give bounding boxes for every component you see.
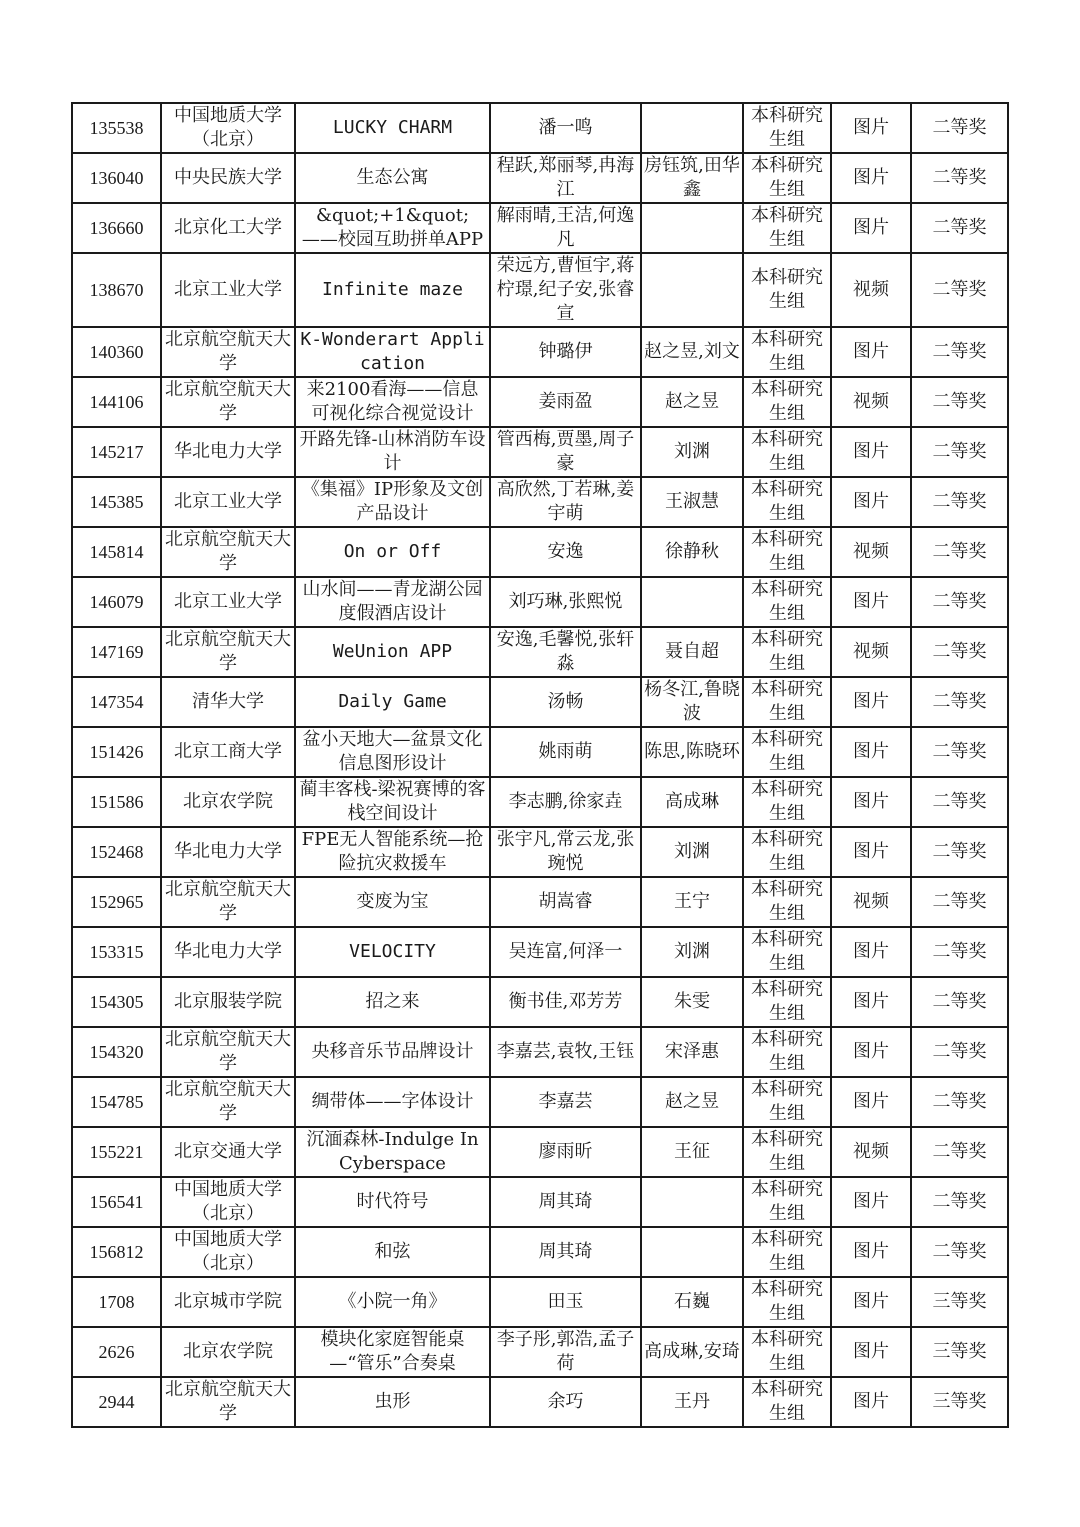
table-row (72, 103, 1008, 153)
advisor-cell: 高成琳,安琦 (641, 1327, 743, 1377)
table-row (72, 153, 1008, 203)
title-cell: 蔺丰客栈-梁祝赛博的客栈空间设计 (295, 777, 490, 827)
title-cell: On or Off (295, 527, 490, 577)
award-cell: 二等奖 (911, 927, 1008, 977)
award-cell: 三等奖 (911, 1327, 1008, 1377)
authors-cell: 张宇凡,常云龙,张琬悦 (490, 827, 641, 877)
entry-id-cell: 153315 (72, 927, 161, 977)
table-row (72, 1377, 1008, 1427)
type-cell: 图片 (831, 1177, 911, 1227)
type-cell: 图片 (831, 477, 911, 527)
advisor-cell: 徐静秋 (641, 527, 743, 577)
table-body (72, 103, 1008, 1427)
advisor-cell: 赵之昱 (641, 377, 743, 427)
advisor-cell: 王丹 (641, 1377, 743, 1427)
award-cell: 二等奖 (911, 427, 1008, 477)
authors-cell: 李志鹏,徐家垚 (490, 777, 641, 827)
advisor-cell: 刘渊 (641, 827, 743, 877)
group-cell: 本科研究生组 (743, 1227, 831, 1277)
advisor-cell: 赵之昱,刘文 (641, 327, 743, 377)
title-cell: LUCKY CHARM (295, 103, 490, 153)
type-cell: 图片 (831, 927, 911, 977)
authors-cell: 衡书佳,邓芳芳 (490, 977, 641, 1027)
authors-cell: 周其琦 (490, 1227, 641, 1277)
type-cell: 图片 (831, 203, 911, 253)
group-cell: 本科研究生组 (743, 1027, 831, 1077)
title-cell: Daily Game (295, 677, 490, 727)
advisor-cell (641, 103, 743, 153)
advisor-cell: 王征 (641, 1127, 743, 1177)
group-cell: 本科研究生组 (743, 1277, 831, 1327)
advisor-cell (641, 253, 743, 327)
table-row (72, 327, 1008, 377)
group-cell: 本科研究生组 (743, 577, 831, 627)
award-cell: 二等奖 (911, 327, 1008, 377)
title-cell: 央移音乐节品牌设计 (295, 1027, 490, 1077)
award-cell: 二等奖 (911, 1127, 1008, 1177)
advisor-cell: 杨冬江,鲁晓波 (641, 677, 743, 727)
entry-id-cell: 135538 (72, 103, 161, 153)
authors-cell: 李嘉芸,袁牧,王钰 (490, 1027, 641, 1077)
group-cell: 本科研究生组 (743, 777, 831, 827)
table-row (72, 827, 1008, 877)
award-cell: 二等奖 (911, 153, 1008, 203)
award-cell: 二等奖 (911, 477, 1008, 527)
entry-id-cell: 156541 (72, 1177, 161, 1227)
award-cell: 二等奖 (911, 627, 1008, 677)
type-cell: 图片 (831, 1077, 911, 1127)
table-row (72, 627, 1008, 677)
authors-cell: 余巧 (490, 1377, 641, 1427)
title-cell: 绸带体——字体设计 (295, 1077, 490, 1127)
authors-cell: 李子彤,郭浩,孟子荷 (490, 1327, 641, 1377)
entry-id-cell: 146079 (72, 577, 161, 627)
advisor-cell: 房钰筑,田华鑫 (641, 153, 743, 203)
school-cell: 中国地质大学（北京） (161, 103, 295, 153)
table-row (72, 777, 1008, 827)
school-cell: 华北电力大学 (161, 927, 295, 977)
advisor-cell (641, 203, 743, 253)
title-cell: 来2100看海——信息可视化综合视觉设计 (295, 377, 490, 427)
school-cell: 清华大学 (161, 677, 295, 727)
table-row (72, 527, 1008, 577)
table-row (72, 1027, 1008, 1077)
group-cell: 本科研究生组 (743, 677, 831, 727)
type-cell: 图片 (831, 1277, 911, 1327)
school-cell: 北京航空航天大学 (161, 527, 295, 577)
authors-cell: 姚雨萌 (490, 727, 641, 777)
authors-cell: 李嘉芸 (490, 1077, 641, 1127)
authors-cell: 程跃,郑丽琴,冉海江 (490, 153, 641, 203)
entry-id-cell: 154785 (72, 1077, 161, 1127)
type-cell: 图片 (831, 327, 911, 377)
entry-id-cell: 155221 (72, 1127, 161, 1177)
group-cell: 本科研究生组 (743, 1077, 831, 1127)
group-cell: 本科研究生组 (743, 1377, 831, 1427)
award-cell: 二等奖 (911, 877, 1008, 927)
type-cell: 图片 (831, 827, 911, 877)
group-cell: 本科研究生组 (743, 1127, 831, 1177)
advisor-cell: 聂自超 (641, 627, 743, 677)
authors-cell: 潘一鸣 (490, 103, 641, 153)
title-cell: 模块化家庭智能桌—“管乐”合奏桌 (295, 1327, 490, 1377)
group-cell: 本科研究生组 (743, 327, 831, 377)
school-cell: 北京化工大学 (161, 203, 295, 253)
school-cell: 北京工业大学 (161, 477, 295, 527)
authors-cell: 廖雨昕 (490, 1127, 641, 1177)
award-cell: 二等奖 (911, 1027, 1008, 1077)
advisor-cell: 赵之昱 (641, 1077, 743, 1127)
table-row (72, 1127, 1008, 1177)
authors-cell: 汤畅 (490, 677, 641, 727)
type-cell: 图片 (831, 103, 911, 153)
authors-cell: 吴连富,何泽一 (490, 927, 641, 977)
group-cell: 本科研究生组 (743, 977, 831, 1027)
entry-id-cell: 156812 (72, 1227, 161, 1277)
entry-id-cell: 147354 (72, 677, 161, 727)
table-row (72, 877, 1008, 927)
award-cell: 二等奖 (911, 377, 1008, 427)
table-row (72, 1227, 1008, 1277)
type-cell: 图片 (831, 1377, 911, 1427)
authors-cell: 安逸 (490, 527, 641, 577)
table-row (72, 1277, 1008, 1327)
group-cell: 本科研究生组 (743, 727, 831, 777)
advisor-cell (641, 577, 743, 627)
title-cell: 《集福》IP形象及文创产品设计 (295, 477, 490, 527)
type-cell: 视频 (831, 253, 911, 327)
school-cell: 北京航空航天大学 (161, 1027, 295, 1077)
awards-table (71, 102, 1009, 1428)
school-cell: 北京服装学院 (161, 977, 295, 1027)
entry-id-cell: 2944 (72, 1377, 161, 1427)
table-row (72, 1177, 1008, 1227)
table-row (72, 577, 1008, 627)
award-cell: 二等奖 (911, 203, 1008, 253)
advisor-cell: 王淑慧 (641, 477, 743, 527)
advisor-cell: 刘渊 (641, 427, 743, 477)
type-cell: 图片 (831, 577, 911, 627)
title-cell: 《小院一角》 (295, 1277, 490, 1327)
table-row (72, 477, 1008, 527)
group-cell: 本科研究生组 (743, 427, 831, 477)
title-cell: 虫形 (295, 1377, 490, 1427)
group-cell: 本科研究生组 (743, 527, 831, 577)
type-cell: 图片 (831, 427, 911, 477)
school-cell: 华北电力大学 (161, 827, 295, 877)
award-cell: 二等奖 (911, 253, 1008, 327)
award-cell: 二等奖 (911, 527, 1008, 577)
title-cell: VELOCITY (295, 927, 490, 977)
school-cell: 北京航空航天大学 (161, 877, 295, 927)
title-cell: Infinite maze (295, 253, 490, 327)
group-cell: 本科研究生组 (743, 1177, 831, 1227)
entry-id-cell: 145385 (72, 477, 161, 527)
advisor-cell: 高成琳 (641, 777, 743, 827)
title-cell: 盆小天地大—盆景文化信息图形设计 (295, 727, 490, 777)
type-cell: 图片 (831, 1227, 911, 1277)
type-cell: 视频 (831, 1127, 911, 1177)
authors-cell: 解雨晴,王洁,何逸凡 (490, 203, 641, 253)
school-cell: 北京航空航天大学 (161, 627, 295, 677)
school-cell: 华北电力大学 (161, 427, 295, 477)
entry-id-cell: 147169 (72, 627, 161, 677)
entry-id-cell: 145814 (72, 527, 161, 577)
advisor-cell: 石巍 (641, 1277, 743, 1327)
title-cell: FPE无人智能系统—抢险抗灾救援车 (295, 827, 490, 877)
advisor-cell (641, 1177, 743, 1227)
award-cell: 二等奖 (911, 1077, 1008, 1127)
award-cell: 二等奖 (911, 103, 1008, 153)
type-cell: 图片 (831, 1027, 911, 1077)
school-cell: 北京航空航天大学 (161, 327, 295, 377)
table-row (72, 677, 1008, 727)
advisor-cell: 宋泽惠 (641, 1027, 743, 1077)
entry-id-cell: 145217 (72, 427, 161, 477)
type-cell: 图片 (831, 677, 911, 727)
advisor-cell: 王宁 (641, 877, 743, 927)
title-cell: 沉湎森林-Indulge In Cyberspace (295, 1127, 490, 1177)
type-cell: 图片 (831, 1327, 911, 1377)
school-cell: 北京工业大学 (161, 253, 295, 327)
school-cell: 中国地质大学（北京） (161, 1227, 295, 1277)
entry-id-cell: 2626 (72, 1327, 161, 1377)
table-row (72, 427, 1008, 477)
type-cell: 视频 (831, 627, 911, 677)
table-row (72, 1327, 1008, 1377)
advisor-cell (641, 1227, 743, 1277)
group-cell: 本科研究生组 (743, 103, 831, 153)
school-cell: 北京城市学院 (161, 1277, 295, 1327)
title-cell: 和弦 (295, 1227, 490, 1277)
title-cell: 山水间——青龙湖公园度假酒店设计 (295, 577, 490, 627)
authors-cell: 田玉 (490, 1277, 641, 1327)
title-cell: WeUnion APP (295, 627, 490, 677)
entry-id-cell: 1708 (72, 1277, 161, 1327)
type-cell: 图片 (831, 727, 911, 777)
school-cell: 中国地质大学（北京） (161, 1177, 295, 1227)
title-cell: 招之来 (295, 977, 490, 1027)
award-cell: 二等奖 (911, 827, 1008, 877)
award-cell: 二等奖 (911, 1177, 1008, 1227)
award-cell: 二等奖 (911, 1227, 1008, 1277)
award-cell: 二等奖 (911, 727, 1008, 777)
authors-cell: 周其琦 (490, 1177, 641, 1227)
group-cell: 本科研究生组 (743, 927, 831, 977)
table-row (72, 927, 1008, 977)
school-cell: 北京航空航天大学 (161, 1077, 295, 1127)
entry-id-cell: 138670 (72, 253, 161, 327)
authors-cell: 钟璐伊 (490, 327, 641, 377)
award-cell: 二等奖 (911, 677, 1008, 727)
school-cell: 北京农学院 (161, 1327, 295, 1377)
title-cell: &quot;+1&quot;——校园互助拼单APP (295, 203, 490, 253)
advisor-cell: 朱雯 (641, 977, 743, 1027)
authors-cell: 荣远方,曹恒宇,蒋柠璟,纪子安,张睿宣 (490, 253, 641, 327)
school-cell: 中央民族大学 (161, 153, 295, 203)
entry-id-cell: 152468 (72, 827, 161, 877)
entry-id-cell: 151426 (72, 727, 161, 777)
type-cell: 视频 (831, 877, 911, 927)
entry-id-cell: 144106 (72, 377, 161, 427)
entry-id-cell: 136040 (72, 153, 161, 203)
table-row (72, 377, 1008, 427)
school-cell: 北京航空航天大学 (161, 377, 295, 427)
group-cell: 本科研究生组 (743, 203, 831, 253)
type-cell: 视频 (831, 527, 911, 577)
school-cell: 北京交通大学 (161, 1127, 295, 1177)
table-row (72, 727, 1008, 777)
authors-cell: 管西梅,贾墨,周子豪 (490, 427, 641, 477)
advisor-cell: 陈思,陈晓环 (641, 727, 743, 777)
entry-id-cell: 136660 (72, 203, 161, 253)
group-cell: 本科研究生组 (743, 1327, 831, 1377)
type-cell: 图片 (831, 977, 911, 1027)
title-cell: 开路先锋-山林消防车设计 (295, 427, 490, 477)
award-cell: 二等奖 (911, 977, 1008, 1027)
title-cell: 时代符号 (295, 1177, 490, 1227)
authors-cell: 胡嵩睿 (490, 877, 641, 927)
entry-id-cell: 154320 (72, 1027, 161, 1077)
entry-id-cell: 151586 (72, 777, 161, 827)
group-cell: 本科研究生组 (743, 153, 831, 203)
school-cell: 北京农学院 (161, 777, 295, 827)
advisor-cell: 刘渊 (641, 927, 743, 977)
group-cell: 本科研究生组 (743, 627, 831, 677)
group-cell: 本科研究生组 (743, 877, 831, 927)
table-row (72, 1077, 1008, 1127)
authors-cell: 安逸,毛馨悦,张轩淼 (490, 627, 641, 677)
school-cell: 北京航空航天大学 (161, 1377, 295, 1427)
entry-id-cell: 152965 (72, 877, 161, 927)
table-row (72, 253, 1008, 327)
school-cell: 北京工业大学 (161, 577, 295, 627)
group-cell: 本科研究生组 (743, 477, 831, 527)
entry-id-cell: 154305 (72, 977, 161, 1027)
table-row (72, 977, 1008, 1027)
type-cell: 视频 (831, 377, 911, 427)
authors-cell: 高欣然,丁若琳,姜宇萌 (490, 477, 641, 527)
award-cell: 二等奖 (911, 577, 1008, 627)
entry-id-cell: 140360 (72, 327, 161, 377)
authors-cell: 姜雨盈 (490, 377, 641, 427)
school-cell: 北京工商大学 (161, 727, 295, 777)
group-cell: 本科研究生组 (743, 377, 831, 427)
award-cell: 三等奖 (911, 1277, 1008, 1327)
type-cell: 图片 (831, 777, 911, 827)
title-cell: 变废为宝 (295, 877, 490, 927)
group-cell: 本科研究生组 (743, 827, 831, 877)
type-cell: 图片 (831, 153, 911, 203)
award-cell: 三等奖 (911, 1377, 1008, 1427)
title-cell: 生态公寓 (295, 153, 490, 203)
title-cell: K-Wonderart Application (295, 327, 490, 377)
table-row (72, 203, 1008, 253)
authors-cell: 刘巧琳,张熙悦 (490, 577, 641, 627)
group-cell: 本科研究生组 (743, 253, 831, 327)
award-cell: 二等奖 (911, 777, 1008, 827)
